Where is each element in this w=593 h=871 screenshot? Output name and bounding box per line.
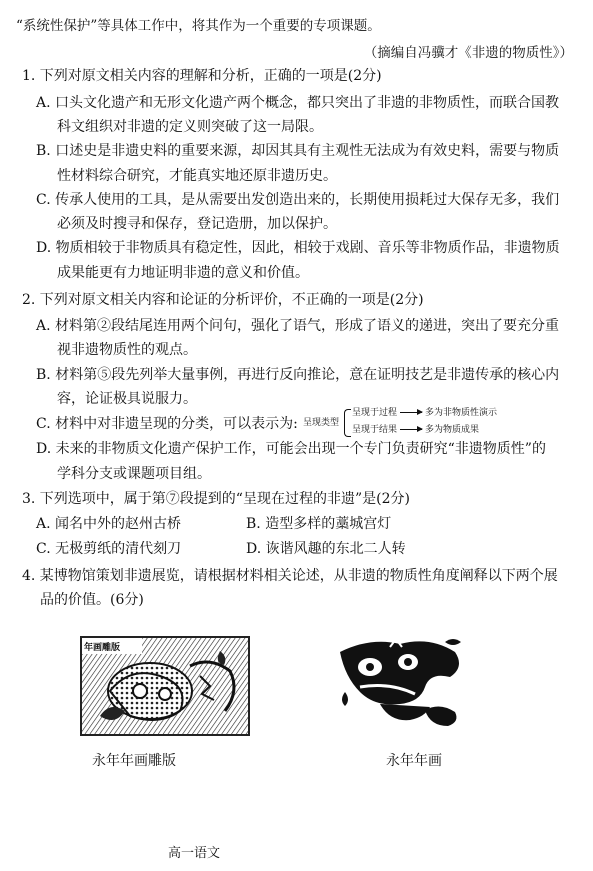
q2-option-d-cont: 学科分支或课题项目组。 <box>57 466 211 482</box>
diagram-row-2 <box>352 424 479 436</box>
question-1-stem: 1. 下列对原文相关内容的理解和分析，正确的一项是(2分) <box>22 68 382 84</box>
diagram-row-2-left: 呈现于结果 <box>352 425 398 435</box>
q2-option-b-cont: 容，论证极具说服力。 <box>57 391 197 407</box>
brace-icon <box>344 409 351 437</box>
q1-option-d-cont: 成果能更有力地证明非遗的意义和价值。 <box>57 265 309 281</box>
diagram-row-2-right: 多为物质成果 <box>425 425 480 435</box>
diagram-row-1-right: 多为非物质性演示 <box>425 408 498 418</box>
question-2-stem: 2. 下列对原文相关内容和论证的分析评价，不正确的一项是(2分) <box>22 292 424 308</box>
new-year-painting-image <box>330 632 470 730</box>
right-image-caption: 永年年画 <box>386 753 442 769</box>
diagram-label: 呈现类型 <box>303 418 340 428</box>
page-footer: 高一语文 <box>168 846 221 861</box>
q1-option-b-cont: 性材料综合研究，才能真实地还原非遗历史。 <box>57 168 337 184</box>
source-citation: （摘编自冯骥才《非遗的物质性》） <box>363 45 573 61</box>
q2-option-a-cont: 视非遗物质性的观点。 <box>57 342 197 358</box>
left-image-caption: 永年年画雕版 <box>92 753 176 769</box>
q3-option-a: A. 闻名中外的赵州古桥 <box>36 516 182 532</box>
diagram-row-1-left: 呈现于过程 <box>352 408 398 418</box>
q2-option-d: D. 未来的非物质文化遗产保护工作，可能会出现一个专门负责研究“非遗物质性”的 <box>36 441 546 457</box>
q1-option-c-cont: 必须及时搜寻和保存，登记造册，加以保护。 <box>57 216 337 232</box>
q1-option-b: B. 口述史是非遗史料的重要来源，却因其具有主观性无法成为有效史料，需要与物质 <box>36 143 560 159</box>
q1-option-d: D. 物质相较于非物质具有稳定性，因此，相较于戏剧、音乐等非物质作品，非遗物质 <box>36 240 560 256</box>
q3-option-d: D. 诙谐风趣的东北二人转 <box>246 541 406 557</box>
woodblock-inscription: 年画雕版 <box>84 643 121 653</box>
arrow-right-icon <box>400 429 422 430</box>
q2-option-c: C. 材料中对非遗呈现的分类，可以表示为: <box>36 416 298 432</box>
q2-option-b: B. 材料第⑤段先列举大量事例，再进行反向推论，意在证明技艺是非遗传承的核心内 <box>36 367 560 383</box>
q1-option-a-cont: 科文组织对非遗的定义则突破了这一局限。 <box>57 119 323 135</box>
intro-text: “系统性保护”等具体工作中，将其作为一个重要的专项课题。 <box>16 18 381 34</box>
q2-option-a: A. 材料第②段结尾连用两个问句，强化了语气，形成了语义的递进，突出了要充分重 <box>36 318 560 334</box>
presentation-type-diagram <box>303 405 523 443</box>
diagram-row-1 <box>352 407 497 419</box>
q3-option-b: B. 造型多样的藁城宫灯 <box>246 516 392 532</box>
q1-option-a: A. 口头文化遗产和无形文化遗产两个概念，都只突出了非遗的非物质性，而联合国教 <box>36 95 560 111</box>
q3-option-c: C. 无极剪纸的清代刻刀 <box>36 541 182 557</box>
question-4-stem: 4. 某博物馆策划非遗展览，请根据材料相关论述，从非遗的物质性角度阐释以下两个展 <box>22 568 558 584</box>
q1-option-c: C. 传承人使用的工具，是从需要出发创造出来的，长期使用损耗过大保存无多，我们 <box>36 192 560 208</box>
arrow-right-icon <box>400 412 422 413</box>
question-3-stem: 3. 下列选项中，属于第⑦段提到的“呈现在过程的非遗”是(2分) <box>22 491 410 507</box>
question-4-stem-cont: 品的价值。(6分) <box>40 592 144 608</box>
woodblock-image <box>80 636 250 736</box>
